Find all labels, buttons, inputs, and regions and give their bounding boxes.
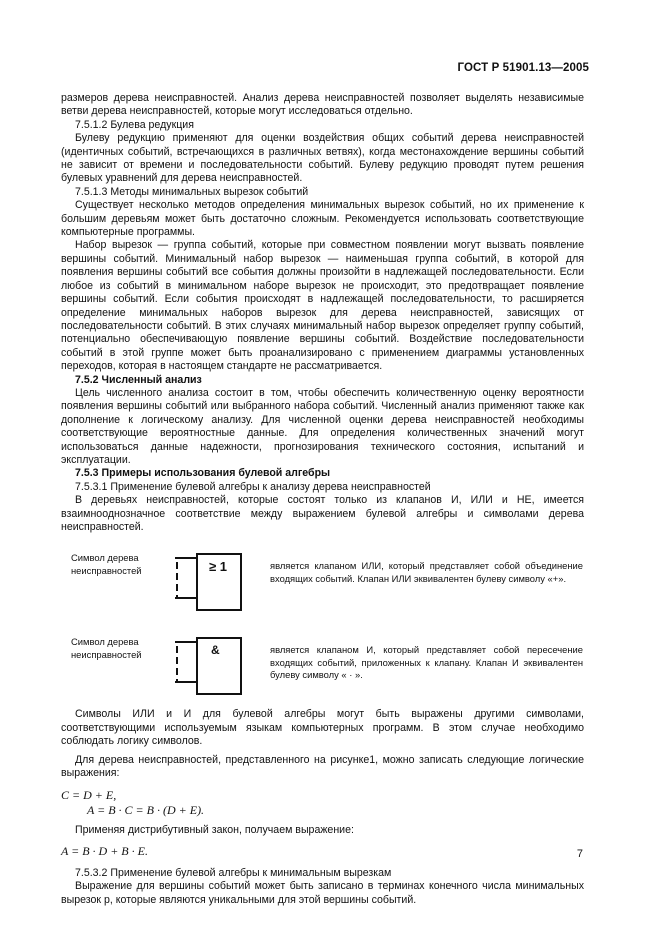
and-gate-text: & (211, 643, 220, 658)
or-gate-row (61, 548, 584, 620)
page-number: 7 (576, 848, 583, 860)
subsection-heading: 7.5.3.2 Применение булевой алгебры к минимальным вырезкам (75, 866, 392, 879)
paragraph: Набор вырезок — группа событий, которые при совместном появлении могут вызвать появление вершины событий. Минимальный набор вырезок — наименьшая группа событий, в которой для появления вершины событий все события должны произойти в надлежащей последовательности. Если любое из событий в минимальном наборе вырезок не происходит, это предотвращает появление вершины событий. Если события происходят в надлежащей последовательности, то расширяется определение минимальных наборов вырезок для дерева неисправностей, зависящих от последовательности событий. В этих случаях минимальный набор вырезок определяет группу событий, потенциально обеспечивающую появление вершины событий. Воздействие последовательности событий в этой группе может быть проанализировано с применением диаграммы установленных переходов, которая в настоящем стандарте не рассматривается. (61, 239, 584, 373)
paragraph: Цель численного анализа состоит в том, чтобы обеспечить количественную оценку вероятности появления вершины событий или выбранного набора событий. Численный анализ применяют также как дополнение к логическому анализу. Для численной оценки дерева неисправностей необходимы соответствующие вероятностные данные. Для определения количественных значений могут использоваться данные надежности, прогнозирования технического состояния, испытаний и эксплуатации. (61, 386, 584, 466)
gate-description: является клапаном ИЛИ, который представляет собой объединение входящих событий. Клапан ИЛИ эквивалентен булеву символу «+». (270, 560, 583, 584)
paragraph: Для дерева неисправностей, представленного на рисунке1, можно записать следующие логические выражения: (61, 753, 584, 780)
paragraph: Символы ИЛИ и И для булевой алгебры могут быть выражены другими символами, соответствующими используемым языкам компьютерных программ. В этом случае необходимо соблюдать логику символов. (61, 708, 584, 748)
page-body (61, 92, 584, 907)
subsection-heading: 7.5.1.2 Булева редукция (75, 118, 194, 131)
and-gate-symbol (173, 636, 263, 700)
gate-description: является клапаном И, который представляет собой пересечение входящих событий, приложенных к клапану. Клапан И эквивалентен булеву символу « · ». (270, 644, 583, 680)
document-header: ГОСТ Р 51901.13—2005 (457, 62, 589, 74)
gate-label: Символ дерева неисправностей (71, 636, 142, 660)
paragraph: Существует несколько методов определения минимальных вырезок событий, но их применение к большим деревьям может быть достаточно сложным. Рекомендуется использовать соответствующие компьютерные программы. (61, 199, 584, 239)
and-gate-row (61, 632, 584, 704)
paragraph: размеров дерева неисправностей. Анализ дерева неисправностей позволяет выделять независимые ветви дерева неисправностей, которые могут исследоваться отдельно. (61, 92, 584, 118)
subsection-heading: 7.5.3.1 Применение булевой алгебры к анализу дерева неисправностей (75, 480, 431, 493)
formula: A = B · C = B · (D + E). (87, 803, 205, 818)
section-heading: 7.5.3 Примеры использования булевой алгебры (75, 467, 331, 480)
subsection-heading: 7.5.1.3 Методы минимальных вырезок событий (75, 185, 309, 198)
paragraph: Выражение для вершины событий может быть записано в терминах конечного числа минимальных вырезок p, которые являются уникальными для этой вершины событий. (61, 880, 584, 906)
or-gate-text: ≥ 1 (209, 559, 227, 575)
section-heading: 7.5.2 Численный анализ (75, 373, 202, 386)
paragraph: В деревьях неисправностей, которые состоят только из клапанов И, ИЛИ и НЕ, имеется взаимнооднозначное соответствие между выражением булевой алгебры и символами дерева неисправностей. (61, 494, 584, 533)
formula: A = B · D + B · E. (61, 843, 148, 858)
paragraph: Булеву редукцию применяют для оценки воздействия общих событий дерева неисправностей (идентичных событий, встречающихся в различных ветвях), когда местонахождение вершины событий не зависит от времени и последовательности событий. Булеву редукцию проводят путем решения булевых уравнений для дерева неисправностей. (61, 132, 584, 185)
paragraph: Применяя дистрибутивный закон, получаем выражение: (75, 824, 354, 837)
gate-label: Символ дерева неисправностей (71, 552, 142, 576)
formula: C = D + E, (61, 788, 117, 803)
or-gate-symbol (173, 552, 263, 616)
